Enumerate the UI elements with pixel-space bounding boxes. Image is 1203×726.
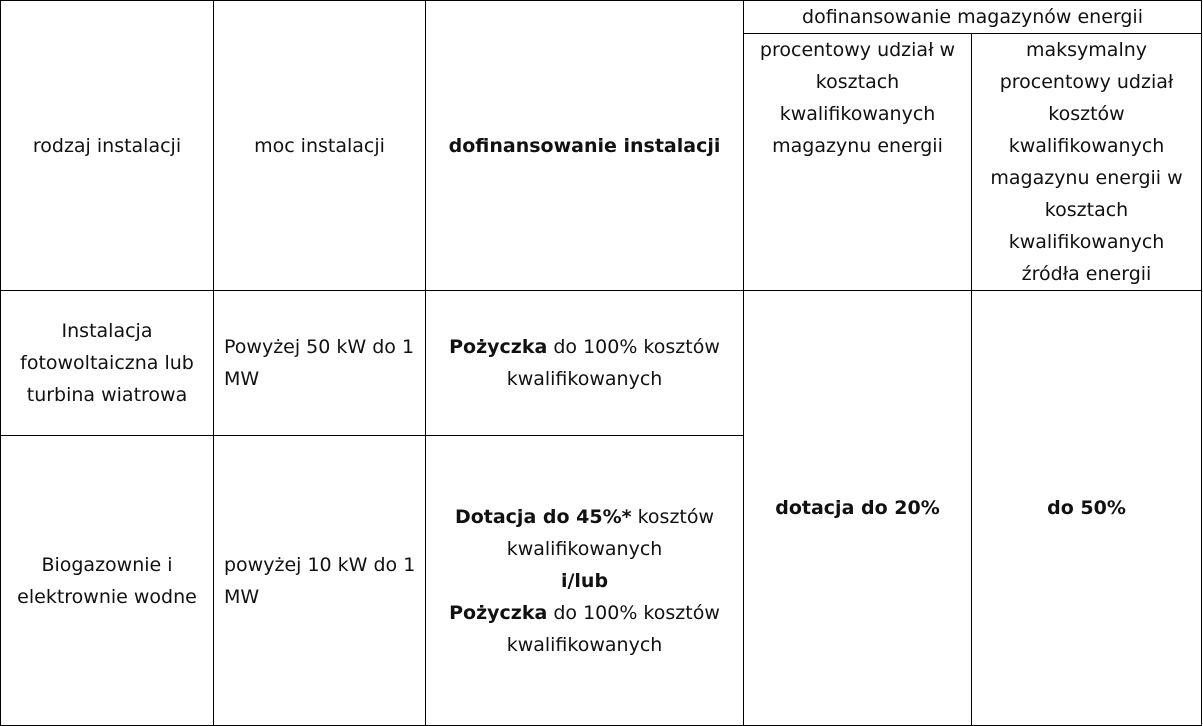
header-storage-funding: dofinansowanie magazynów energii (744, 1, 1202, 34)
row2-installation-funding: Dotacja do 45%* kosztów kwalifikowanych i/lub Pożyczka do 100% kosztów kwalifikowanych (426, 436, 744, 726)
row1-installation-type: Instalacja fotowoltaiczna lub turbina wiatrowa (1, 291, 214, 436)
row1-installation-funding: Pożyczka do 100% kosztów kwalifikowanych (426, 291, 744, 436)
row2-installation-power: powyżej 10 kW do 1 MW (214, 436, 426, 726)
header-storage-max-share: maksymalny procentowy udział kosztów kwalifikowanych magazynu energii w kosztach kwalifikowanych źródła energii (972, 34, 1202, 291)
row1-installation-power: Powyżej 50 kW do 1 MW (214, 291, 426, 436)
header-installation-type: rodzaj instalacji (1, 1, 214, 291)
storage-cost-share-value: dotacja do 20% (744, 291, 972, 726)
header-installation-power: moc instalacji (214, 1, 426, 291)
header-installation-funding: dofinansowanie instalacji (426, 1, 744, 291)
row2-installation-type: Biogazownie i elektrownie wodne (1, 436, 214, 726)
header-storage-cost-share: procentowy udział w kosztach kwalifikowanych magazynu energii (744, 34, 972, 291)
storage-max-share-value: do 50% (972, 291, 1202, 726)
